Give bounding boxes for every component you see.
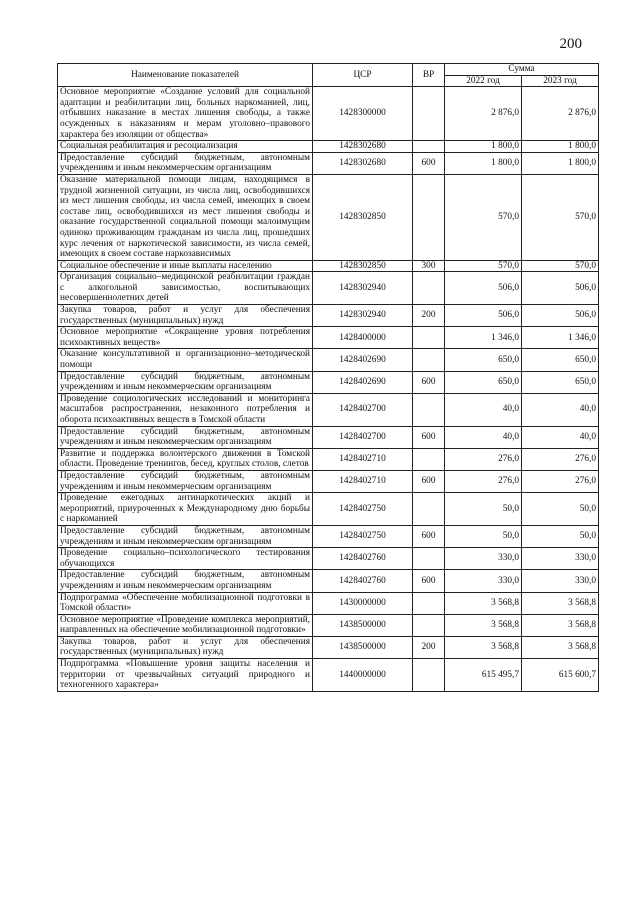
row-csr: 1428302680 bbox=[313, 141, 413, 153]
table-row bbox=[58, 327, 599, 349]
row-name: Социальное обеспечение и иные выплаты населению bbox=[58, 260, 313, 272]
row-amount-2023: 570,0 bbox=[522, 260, 599, 272]
row-amount-2023: 506,0 bbox=[522, 305, 599, 327]
row-amount-2023: 650,0 bbox=[522, 349, 599, 371]
row-csr: 1428300000 bbox=[313, 87, 413, 141]
row-amount-2022: 40,0 bbox=[445, 393, 522, 426]
table-row bbox=[58, 426, 599, 448]
row-vr: 600 bbox=[413, 426, 445, 448]
row-vr bbox=[413, 174, 445, 260]
row-vr: 600 bbox=[413, 570, 445, 592]
row-csr: 1428402690 bbox=[313, 371, 413, 393]
row-vr: 600 bbox=[413, 152, 445, 174]
table-row bbox=[58, 548, 599, 570]
row-csr: 1428402700 bbox=[313, 393, 413, 426]
row-name: Предоставление субсидий бюджетным, автономным учреждениям и иным некоммерческим организациям bbox=[58, 470, 313, 492]
header-year-2023: 2023 год bbox=[522, 75, 599, 87]
table-row bbox=[58, 87, 599, 141]
row-name: Оказание консультативной и организационно–методической помощи bbox=[58, 349, 313, 371]
header-csr: ЦСР bbox=[313, 64, 413, 87]
row-amount-2022: 650,0 bbox=[445, 349, 522, 371]
row-csr: 1428302850 bbox=[313, 260, 413, 272]
row-csr: 1428402690 bbox=[313, 349, 413, 371]
header-vr: ВР bbox=[413, 64, 445, 87]
row-amount-2022: 330,0 bbox=[445, 570, 522, 592]
row-vr bbox=[413, 448, 445, 470]
row-csr: 1430000000 bbox=[313, 592, 413, 614]
row-name: Проведение социологических исследований и мониторинга масштабов распространения, незаконного потребления и оборота психоактивных веществ в Томской области bbox=[58, 393, 313, 426]
row-name: Закупка товаров, работ и услуг для обеспечения государственных (муниципальных) нужд bbox=[58, 305, 313, 327]
row-vr bbox=[413, 659, 445, 692]
row-amount-2022: 506,0 bbox=[445, 305, 522, 327]
row-amount-2023: 2 876,0 bbox=[522, 87, 599, 141]
row-vr: 200 bbox=[413, 636, 445, 658]
table-row bbox=[58, 570, 599, 592]
row-name: Развитие и поддержка волонтерского движения в Томской области. Проведение тренингов, бесед, круглых столов, слетов bbox=[58, 448, 313, 470]
row-csr: 1428302850 bbox=[313, 174, 413, 260]
row-vr bbox=[413, 393, 445, 426]
row-vr bbox=[413, 548, 445, 570]
row-amount-2022: 570,0 bbox=[445, 174, 522, 260]
table-row bbox=[58, 659, 599, 692]
row-name: Основное мероприятие «Сокращение уровня потребления психоактивных веществ» bbox=[58, 327, 313, 349]
row-amount-2023: 1 346,0 bbox=[522, 327, 599, 349]
table-row bbox=[58, 636, 599, 658]
row-amount-2023: 3 568,8 bbox=[522, 592, 599, 614]
row-amount-2023: 50,0 bbox=[522, 525, 599, 547]
row-amount-2022: 3 568,8 bbox=[445, 636, 522, 658]
row-amount-2023: 330,0 bbox=[522, 570, 599, 592]
header-sum: Сумма bbox=[445, 64, 599, 76]
row-name: Основное мероприятие «Проведение комплекса мероприятий, направленных на обеспечение мобилизационной подготовки» bbox=[58, 614, 313, 636]
row-amount-2022: 1 800,0 bbox=[445, 141, 522, 153]
row-name: Проведение ежегодных антинаркотических акций и мероприятий, приуроченных к Международному дню борьбы с наркоманией bbox=[58, 493, 313, 526]
row-amount-2023: 3 568,8 bbox=[522, 614, 599, 636]
row-amount-2022: 1 800,0 bbox=[445, 152, 522, 174]
row-amount-2023: 650,0 bbox=[522, 371, 599, 393]
row-csr: 1438500000 bbox=[313, 636, 413, 658]
row-amount-2022: 570,0 bbox=[445, 260, 522, 272]
table-row bbox=[58, 470, 599, 492]
row-vr bbox=[413, 272, 445, 305]
row-amount-2023: 330,0 bbox=[522, 548, 599, 570]
table-row bbox=[58, 592, 599, 614]
row-amount-2023: 276,0 bbox=[522, 470, 599, 492]
row-vr: 300 bbox=[413, 260, 445, 272]
row-amount-2022: 1 346,0 bbox=[445, 327, 522, 349]
row-vr bbox=[413, 327, 445, 349]
row-csr: 1428402710 bbox=[313, 470, 413, 492]
header-name: Наименование показателей bbox=[58, 64, 313, 87]
row-amount-2022: 650,0 bbox=[445, 371, 522, 393]
row-name: Предоставление субсидий бюджетным, автономным учреждениям и иным некоммерческим организациям bbox=[58, 152, 313, 174]
row-csr: 1428402710 bbox=[313, 448, 413, 470]
row-vr bbox=[413, 614, 445, 636]
row-name: Проведение социально–психологического тестирования обучающихся bbox=[58, 548, 313, 570]
row-vr bbox=[413, 87, 445, 141]
table-row bbox=[58, 448, 599, 470]
row-name: Социальная реабилитация и ресоциализация bbox=[58, 141, 313, 153]
row-vr: 600 bbox=[413, 371, 445, 393]
row-vr: 600 bbox=[413, 525, 445, 547]
row-amount-2023: 276,0 bbox=[522, 448, 599, 470]
row-amount-2023: 615 600,7 bbox=[522, 659, 599, 692]
header-year-2022: 2022 год bbox=[445, 75, 522, 87]
row-csr: 1428402760 bbox=[313, 548, 413, 570]
row-name: Подпрограмма «Повышение уровня защиты населения и территории от чрезвычайных ситуаций природного и техногенного характера» bbox=[58, 659, 313, 692]
table-row bbox=[58, 260, 599, 272]
row-name: Предоставление субсидий бюджетным, автономным учреждениям и иным некоммерческим организациям bbox=[58, 525, 313, 547]
table-row bbox=[58, 371, 599, 393]
table-row bbox=[58, 272, 599, 305]
row-csr: 1438500000 bbox=[313, 614, 413, 636]
row-csr: 1428402700 bbox=[313, 426, 413, 448]
row-vr: 200 bbox=[413, 305, 445, 327]
row-amount-2022: 40,0 bbox=[445, 426, 522, 448]
row-name: Предоставление субсидий бюджетным, автономным учреждениям и иным некоммерческим организациям bbox=[58, 426, 313, 448]
table-row bbox=[58, 349, 599, 371]
row-amount-2022: 2 876,0 bbox=[445, 87, 522, 141]
row-csr: 1428402750 bbox=[313, 493, 413, 526]
row-csr: 1428302940 bbox=[313, 305, 413, 327]
table-row bbox=[58, 305, 599, 327]
row-amount-2023: 40,0 bbox=[522, 426, 599, 448]
row-amount-2022: 330,0 bbox=[445, 548, 522, 570]
row-csr: 1428400000 bbox=[313, 327, 413, 349]
row-name: Предоставление субсидий бюджетным, автономным учреждениям и иным некоммерческим организациям bbox=[58, 570, 313, 592]
table-row bbox=[58, 141, 599, 153]
row-vr bbox=[413, 592, 445, 614]
row-amount-2022: 276,0 bbox=[445, 470, 522, 492]
row-name: Подпрограмма «Обеспечение мобилизационной подготовки в Томской области» bbox=[58, 592, 313, 614]
row-amount-2023: 1 800,0 bbox=[522, 141, 599, 153]
row-vr bbox=[413, 349, 445, 371]
row-csr: 1440000000 bbox=[313, 659, 413, 692]
row-amount-2023: 3 568,8 bbox=[522, 636, 599, 658]
row-amount-2022: 506,0 bbox=[445, 272, 522, 305]
row-vr bbox=[413, 141, 445, 153]
row-amount-2023: 1 800,0 bbox=[522, 152, 599, 174]
table-row bbox=[58, 174, 599, 260]
row-csr: 1428402750 bbox=[313, 525, 413, 547]
row-amount-2022: 3 568,8 bbox=[445, 592, 522, 614]
row-csr: 1428302680 bbox=[313, 152, 413, 174]
budget-table bbox=[57, 63, 599, 692]
table-row bbox=[58, 614, 599, 636]
row-name: Основное мероприятие «Создание условий для социальной адаптации и реабилитации лиц, больных наркоманией, лиц, отбывших наказание в местах лишения свободы, а также осужденных к наказаниям и мерам уголовно–правового характера без изоляции от общества» bbox=[58, 87, 313, 141]
row-amount-2022: 50,0 bbox=[445, 493, 522, 526]
row-amount-2023: 40,0 bbox=[522, 393, 599, 426]
table-row bbox=[58, 493, 599, 526]
row-amount-2022: 3 568,8 bbox=[445, 614, 522, 636]
row-amount-2023: 506,0 bbox=[522, 272, 599, 305]
row-amount-2023: 570,0 bbox=[522, 174, 599, 260]
table-row bbox=[58, 525, 599, 547]
row-vr: 600 bbox=[413, 470, 445, 492]
row-csr: 1428302940 bbox=[313, 272, 413, 305]
row-amount-2022: 50,0 bbox=[445, 525, 522, 547]
row-name: Предоставление субсидий бюджетным, автономным учреждениям и иным некоммерческим организациям bbox=[58, 371, 313, 393]
row-amount-2023: 50,0 bbox=[522, 493, 599, 526]
table-row bbox=[58, 393, 599, 426]
row-csr: 1428402760 bbox=[313, 570, 413, 592]
row-name: Закупка товаров, работ и услуг для обеспечения государственных (муниципальных) нужд bbox=[58, 636, 313, 658]
page-number: 200 bbox=[559, 36, 582, 52]
row-vr bbox=[413, 493, 445, 526]
row-name: Оказание материальной помощи лицам, находящимся в трудной жизненной ситуации, из числа лиц, освободившихся из мест лишения свободы, из числа семей, имеющих в своем составе лиц, освободившихся из мест лишения свободы и оказание государственной социальной помощи малоимущим одиноко проживающим гражданам из числа лиц, прошедших курс лечения от наркотической зависимости, из числа семей, имеющих в своем составе наркозависимых bbox=[58, 174, 313, 260]
row-amount-2022: 615 495,7 bbox=[445, 659, 522, 692]
table-row bbox=[58, 152, 599, 174]
row-amount-2022: 276,0 bbox=[445, 448, 522, 470]
row-name: Организация социально–медицинской реабилитации граждан с алкогольной зависимостью, воспитывающих несовершеннолетних детей bbox=[58, 272, 313, 305]
